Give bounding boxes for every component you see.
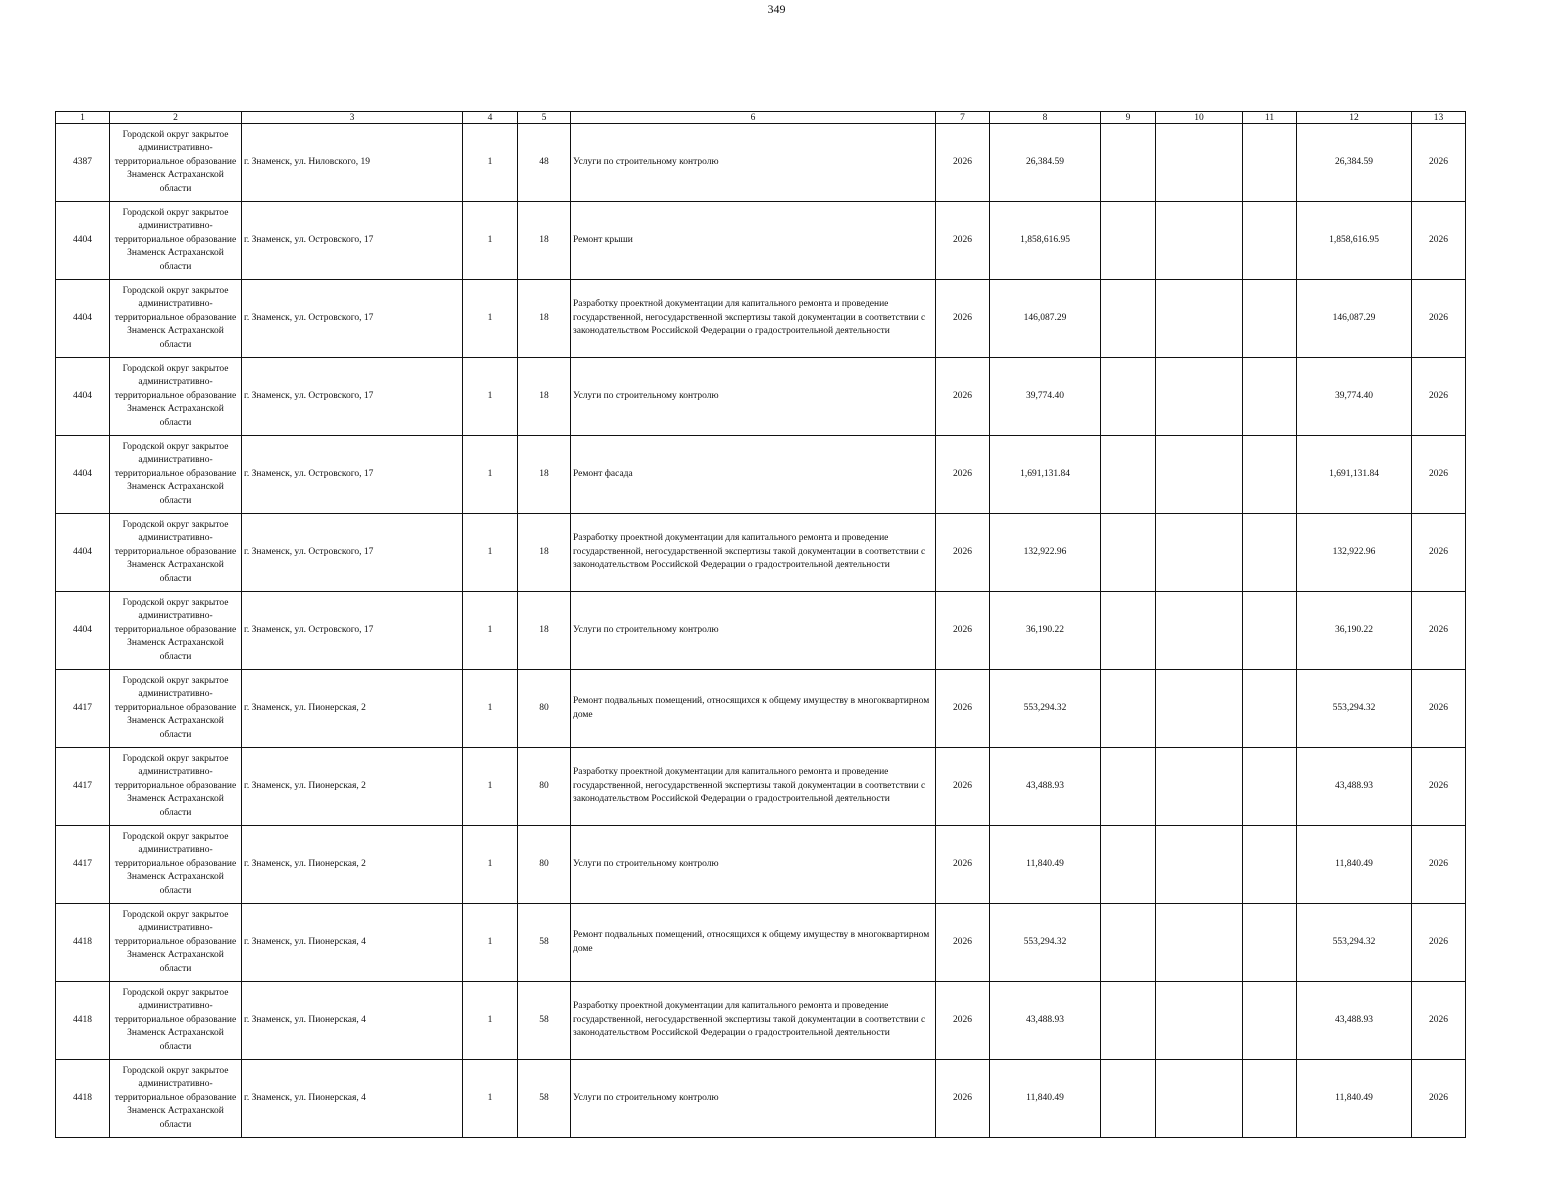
end-year-cell: 2026: [1412, 904, 1466, 982]
column-number: 1: [56, 112, 110, 124]
end-year-cell: 2026: [1412, 748, 1466, 826]
work-description-cell: Ремонт подвальных помещений, относящихся к общему имуществу в многоквартирном доме: [571, 670, 936, 748]
column-4-cell: 1: [463, 202, 518, 280]
column-10-cell: [1156, 514, 1243, 592]
column-9-cell: [1101, 748, 1156, 826]
end-year-cell: 2026: [1412, 436, 1466, 514]
column-11-cell: [1243, 592, 1297, 670]
column-4-cell: 1: [463, 826, 518, 904]
table-row: [56, 826, 1466, 904]
column-5-cell: 58: [518, 1060, 571, 1138]
address-cell: г. Знаменск, ул. Островского, 17: [242, 436, 463, 514]
record-id-cell: 4417: [56, 670, 110, 748]
end-year-cell: 2026: [1412, 982, 1466, 1060]
fund-cost-cell: 1,858,616.95: [1297, 202, 1412, 280]
year-cell: 2026: [936, 1060, 990, 1138]
municipality-cell: Городской округ закрытое административно-территориальное образование Знаменск Астраханской области: [110, 826, 242, 904]
table-row: [56, 436, 1466, 514]
address-cell: г. Знаменск, ул. Пионерская, 2: [242, 826, 463, 904]
total-cost-cell: 553,294.32: [990, 670, 1101, 748]
column-9-cell: [1101, 592, 1156, 670]
total-cost-cell: 43,488.93: [990, 982, 1101, 1060]
address-cell: г. Знаменск, ул. Островского, 17: [242, 202, 463, 280]
end-year-cell: 2026: [1412, 202, 1466, 280]
column-10-cell: [1156, 436, 1243, 514]
column-10-cell: [1156, 592, 1243, 670]
column-number: 9: [1101, 112, 1156, 124]
column-number: 5: [518, 112, 571, 124]
column-5-cell: 80: [518, 826, 571, 904]
municipality-cell: Городской округ закрытое административно-территориальное образование Знаменск Астраханской области: [110, 904, 242, 982]
column-4-cell: 1: [463, 1060, 518, 1138]
column-number: 10: [1156, 112, 1243, 124]
work-description-cell: Услуги по строительному контролю: [571, 1060, 936, 1138]
column-10-cell: [1156, 982, 1243, 1060]
record-id-cell: 4404: [56, 280, 110, 358]
column-5-cell: 18: [518, 436, 571, 514]
end-year-cell: 2026: [1412, 280, 1466, 358]
record-id-cell: 4417: [56, 826, 110, 904]
municipality-cell: Городской округ закрытое административно-территориальное образование Знаменск Астраханской области: [110, 436, 242, 514]
address-cell: г. Знаменск, ул. Островского, 17: [242, 280, 463, 358]
column-10-cell: [1156, 202, 1243, 280]
record-id-cell: 4387: [56, 124, 110, 202]
table-row: [56, 592, 1466, 670]
table-row: [56, 202, 1466, 280]
municipality-cell: Городской округ закрытое административно-территориальное образование Знаменск Астраханской области: [110, 358, 242, 436]
municipality-cell: Городской округ закрытое административно-территориальное образование Знаменск Астраханской области: [110, 124, 242, 202]
work-description-cell: Ремонт фасада: [571, 436, 936, 514]
address-cell: г. Знаменск, ул. Островского, 17: [242, 514, 463, 592]
record-id-cell: 4404: [56, 202, 110, 280]
column-9-cell: [1101, 202, 1156, 280]
address-cell: г. Знаменск, ул. Пионерская, 2: [242, 670, 463, 748]
total-cost-cell: 43,488.93: [990, 748, 1101, 826]
total-cost-cell: 11,840.49: [990, 1060, 1101, 1138]
column-11-cell: [1243, 514, 1297, 592]
work-description-cell: Разработку проектной документации для капитального ремонта и проведение государственной, негосударственной экспертизы такой документации в соответствии с законодательством Российской Федерации о градостроительной деятельности: [571, 982, 936, 1060]
end-year-cell: 2026: [1412, 124, 1466, 202]
year-cell: 2026: [936, 124, 990, 202]
fund-cost-cell: 26,384.59: [1297, 124, 1412, 202]
work-description-cell: Ремонт подвальных помещений, относящихся к общему имуществу в многоквартирном доме: [571, 904, 936, 982]
work-description-cell: Разработку проектной документации для капитального ремонта и проведение государственной, негосударственной экспертизы такой документации в соответствии с законодательством Российской Федерации о градостроительной деятельности: [571, 748, 936, 826]
column-10-cell: [1156, 280, 1243, 358]
year-cell: 2026: [936, 280, 990, 358]
column-9-cell: [1101, 514, 1156, 592]
fund-cost-cell: 43,488.93: [1297, 982, 1412, 1060]
table-row: [56, 280, 1466, 358]
table-row: [56, 1060, 1466, 1138]
column-number: 6: [571, 112, 936, 124]
year-cell: 2026: [936, 670, 990, 748]
column-4-cell: 1: [463, 904, 518, 982]
column-9-cell: [1101, 436, 1156, 514]
municipality-cell: Городской округ закрытое административно-территориальное образование Знаменск Астраханской области: [110, 592, 242, 670]
record-id-cell: 4417: [56, 748, 110, 826]
record-id-cell: 4404: [56, 436, 110, 514]
fund-cost-cell: 36,190.22: [1297, 592, 1412, 670]
year-cell: 2026: [936, 826, 990, 904]
address-cell: г. Знаменск, ул. Пионерская, 2: [242, 748, 463, 826]
column-5-cell: 18: [518, 202, 571, 280]
record-id-cell: 4404: [56, 592, 110, 670]
fund-cost-cell: 39,774.40: [1297, 358, 1412, 436]
fund-cost-cell: 1,691,131.84: [1297, 436, 1412, 514]
column-5-cell: 18: [518, 358, 571, 436]
total-cost-cell: 132,922.96: [990, 514, 1101, 592]
address-cell: г. Знаменск, ул. Ниловского, 19: [242, 124, 463, 202]
column-9-cell: [1101, 280, 1156, 358]
column-9-cell: [1101, 124, 1156, 202]
column-11-cell: [1243, 202, 1297, 280]
municipality-cell: Городской округ закрытое административно-территориальное образование Знаменск Астраханской области: [110, 1060, 242, 1138]
column-5-cell: 58: [518, 904, 571, 982]
column-5-cell: 80: [518, 670, 571, 748]
column-11-cell: [1243, 748, 1297, 826]
total-cost-cell: 39,774.40: [990, 358, 1101, 436]
fund-cost-cell: 553,294.32: [1297, 904, 1412, 982]
total-cost-cell: 1,691,131.84: [990, 436, 1101, 514]
column-11-cell: [1243, 280, 1297, 358]
column-11-cell: [1243, 670, 1297, 748]
registry-table: [55, 111, 1466, 1138]
record-id-cell: 4404: [56, 514, 110, 592]
year-cell: 2026: [936, 514, 990, 592]
table-row: [56, 982, 1466, 1060]
work-description-cell: Услуги по строительному контролю: [571, 358, 936, 436]
year-cell: 2026: [936, 592, 990, 670]
municipality-cell: Городской округ закрытое административно-территориальное образование Знаменск Астраханской области: [110, 280, 242, 358]
total-cost-cell: 1,858,616.95: [990, 202, 1101, 280]
column-number: 3: [242, 112, 463, 124]
end-year-cell: 2026: [1412, 670, 1466, 748]
column-5-cell: 80: [518, 748, 571, 826]
column-10-cell: [1156, 1060, 1243, 1138]
address-cell: г. Знаменск, ул. Пионерская, 4: [242, 982, 463, 1060]
address-cell: г. Знаменск, ул. Островского, 17: [242, 358, 463, 436]
column-4-cell: 1: [463, 436, 518, 514]
column-4-cell: 1: [463, 592, 518, 670]
fund-cost-cell: 43,488.93: [1297, 748, 1412, 826]
column-5-cell: 18: [518, 514, 571, 592]
column-number-row: [56, 112, 1466, 124]
municipality-cell: Городской округ закрытое административно-территориальное образование Знаменск Астраханской области: [110, 202, 242, 280]
end-year-cell: 2026: [1412, 1060, 1466, 1138]
end-year-cell: 2026: [1412, 514, 1466, 592]
fund-cost-cell: 146,087.29: [1297, 280, 1412, 358]
record-id-cell: 4418: [56, 904, 110, 982]
column-11-cell: [1243, 904, 1297, 982]
municipality-cell: Городской округ закрытое административно-территориальное образование Знаменск Астраханской области: [110, 670, 242, 748]
end-year-cell: 2026: [1412, 592, 1466, 670]
table-row: [56, 124, 1466, 202]
page-number: 349: [767, 2, 786, 16]
column-10-cell: [1156, 670, 1243, 748]
work-description-cell: Услуги по строительному контролю: [571, 826, 936, 904]
total-cost-cell: 146,087.29: [990, 280, 1101, 358]
column-10-cell: [1156, 748, 1243, 826]
record-id-cell: 4418: [56, 982, 110, 1060]
record-id-cell: 4418: [56, 1060, 110, 1138]
address-cell: г. Знаменск, ул. Пионерская, 4: [242, 1060, 463, 1138]
column-number: 8: [990, 112, 1101, 124]
column-5-cell: 18: [518, 280, 571, 358]
year-cell: 2026: [936, 904, 990, 982]
year-cell: 2026: [936, 202, 990, 280]
table-row: [56, 748, 1466, 826]
year-cell: 2026: [936, 982, 990, 1060]
column-10-cell: [1156, 904, 1243, 982]
fund-cost-cell: 553,294.32: [1297, 670, 1412, 748]
work-description-cell: Услуги по строительному контролю: [571, 592, 936, 670]
total-cost-cell: 26,384.59: [990, 124, 1101, 202]
table-row: [56, 670, 1466, 748]
column-4-cell: 1: [463, 670, 518, 748]
total-cost-cell: 11,840.49: [990, 826, 1101, 904]
column-9-cell: [1101, 982, 1156, 1060]
address-cell: г. Знаменск, ул. Пионерская, 4: [242, 904, 463, 982]
column-9-cell: [1101, 826, 1156, 904]
column-4-cell: 1: [463, 124, 518, 202]
address-cell: г. Знаменск, ул. Островского, 17: [242, 592, 463, 670]
column-9-cell: [1101, 358, 1156, 436]
municipality-cell: Городской округ закрытое административно-территориальное образование Знаменск Астраханской области: [110, 514, 242, 592]
record-id-cell: 4404: [56, 358, 110, 436]
column-10-cell: [1156, 826, 1243, 904]
table-row: [56, 904, 1466, 982]
column-10-cell: [1156, 358, 1243, 436]
work-description-cell: Разработку проектной документации для капитального ремонта и проведение государственной, негосударственной экспертизы такой документации в соответствии с законодательством Российской Федерации о градостроительной деятельности: [571, 514, 936, 592]
column-11-cell: [1243, 982, 1297, 1060]
column-11-cell: [1243, 436, 1297, 514]
total-cost-cell: 36,190.22: [990, 592, 1101, 670]
table-row: [56, 358, 1466, 436]
column-10-cell: [1156, 124, 1243, 202]
column-11-cell: [1243, 358, 1297, 436]
column-number: 7: [936, 112, 990, 124]
column-4-cell: 1: [463, 514, 518, 592]
column-5-cell: 18: [518, 592, 571, 670]
municipality-cell: Городской округ закрытое административно-территориальное образование Знаменск Астраханской области: [110, 982, 242, 1060]
column-number: 13: [1412, 112, 1466, 124]
fund-cost-cell: 132,922.96: [1297, 514, 1412, 592]
column-11-cell: [1243, 124, 1297, 202]
column-9-cell: [1101, 670, 1156, 748]
column-number: 11: [1243, 112, 1297, 124]
work-description-cell: Ремонт крыши: [571, 202, 936, 280]
year-cell: 2026: [936, 358, 990, 436]
column-9-cell: [1101, 904, 1156, 982]
total-cost-cell: 553,294.32: [990, 904, 1101, 982]
column-9-cell: [1101, 1060, 1156, 1138]
fund-cost-cell: 11,840.49: [1297, 826, 1412, 904]
year-cell: 2026: [936, 436, 990, 514]
column-4-cell: 1: [463, 280, 518, 358]
work-description-cell: Услуги по строительному контролю: [571, 124, 936, 202]
fund-cost-cell: 11,840.49: [1297, 1060, 1412, 1138]
end-year-cell: 2026: [1412, 826, 1466, 904]
year-cell: 2026: [936, 748, 990, 826]
column-4-cell: 1: [463, 358, 518, 436]
column-11-cell: [1243, 1060, 1297, 1138]
table-row: [56, 514, 1466, 592]
end-year-cell: 2026: [1412, 358, 1466, 436]
municipality-cell: Городской округ закрытое административно-территориальное образование Знаменск Астраханской области: [110, 748, 242, 826]
column-number: 4: [463, 112, 518, 124]
work-description-cell: Разработку проектной документации для капитального ремонта и проведение государственной, негосударственной экспертизы такой документации в соответствии с законодательством Российской Федерации о градостроительной деятельности: [571, 280, 936, 358]
column-4-cell: 1: [463, 982, 518, 1060]
column-4-cell: 1: [463, 748, 518, 826]
column-number: 2: [110, 112, 242, 124]
column-5-cell: 48: [518, 124, 571, 202]
column-number: 12: [1297, 112, 1412, 124]
column-5-cell: 58: [518, 982, 571, 1060]
column-11-cell: [1243, 826, 1297, 904]
